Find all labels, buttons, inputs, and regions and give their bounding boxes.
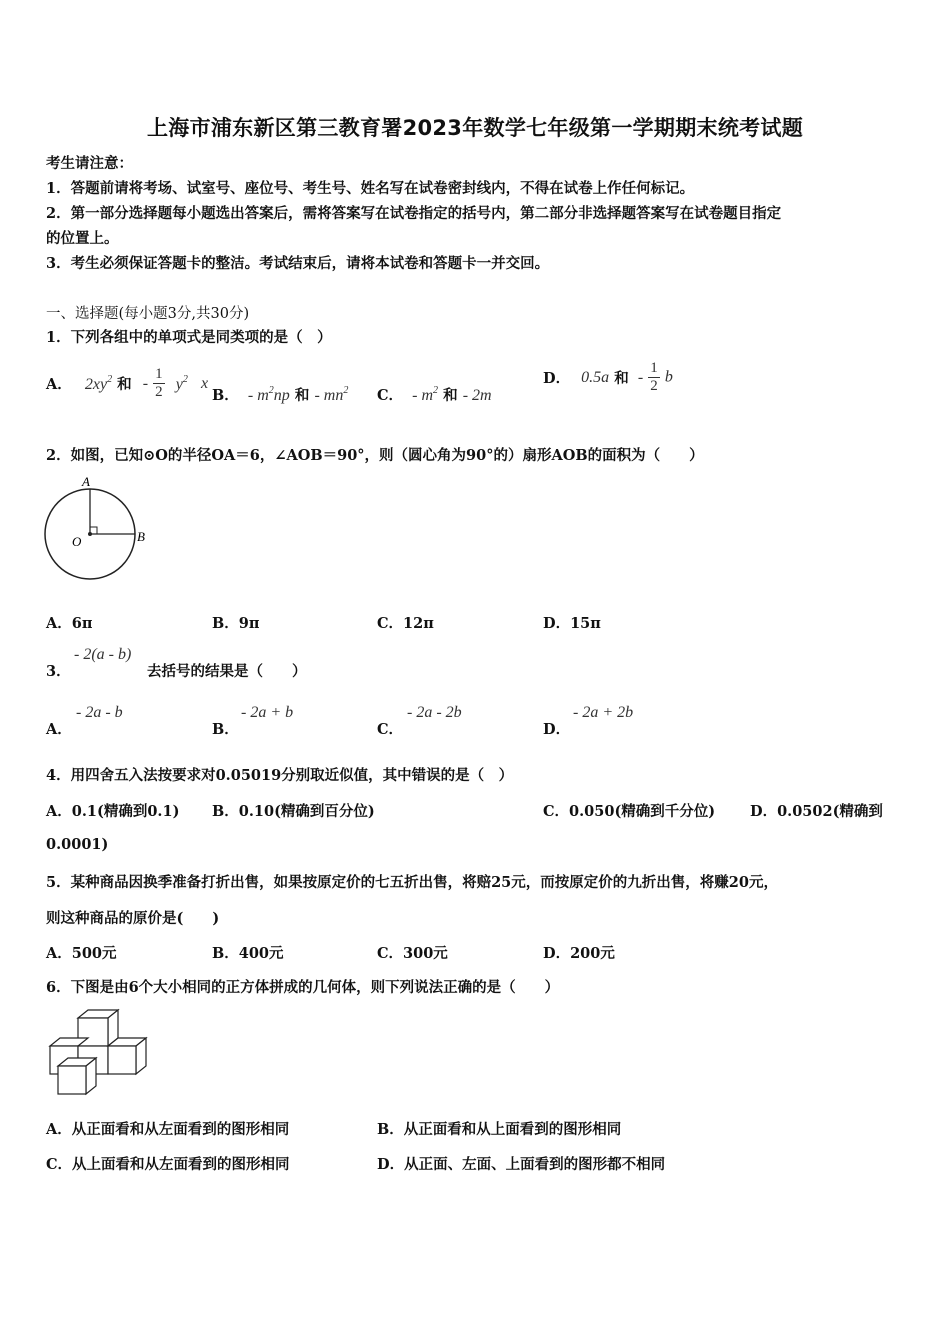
- q5-option-d: D．200元: [543, 945, 615, 962]
- q4-stem: 4．用四舍五入法按要求对0.05019分别取近似值，其中错误的是（ ）: [46, 767, 514, 784]
- notice-item-2-cont: 的位置上。: [46, 230, 119, 247]
- cube-front-face: [58, 1066, 86, 1094]
- q4-option-b: B．0.10(精确到百分位): [212, 803, 375, 820]
- q1-option-c: C． - $m^2$ 和 - 2m: [377, 385, 492, 404]
- label-b: B: [137, 529, 145, 544]
- q1-option-b: B． - $m^2np$ 和 - $mn^2$: [212, 385, 349, 404]
- center-point: [88, 532, 92, 536]
- q6-option-a: A．从正面看和从左面看到的图形相同: [46, 1121, 290, 1138]
- q3-option-b-label: B．: [212, 721, 239, 738]
- q2-option-c: C．12π: [377, 615, 434, 632]
- q3-number: 3．: [46, 663, 71, 680]
- q3-expression: - 2(a - b): [74, 646, 132, 663]
- q6-option-d: D．从正面、左面、上面看到的图形都不相同: [377, 1156, 666, 1173]
- page-title: 上海市浦东新区第三教育署2023年数学七年级第一学期期末统考试题: [146, 116, 804, 140]
- q6-cubes-figure: [44, 1006, 154, 1102]
- q4-option-a: A．0.1(精确到0.1): [46, 803, 180, 820]
- label-o: O: [72, 534, 82, 549]
- q5-option-c: C．300元: [377, 945, 448, 962]
- q2-stem: 2．如图，已知⊙O的半径OA＝6，∠AOB＝90°，则（圆心角为90°的）扇形AOB的面积为（ ）: [46, 447, 704, 464]
- q2-option-d: D．15π: [543, 615, 601, 632]
- q4-option-c: C．0.050(精确到千分位): [543, 803, 716, 820]
- q1-option-a: A． $2xy^2$ 和 - $\frac{1}{2}$ $y^2$ x: [46, 366, 209, 400]
- cube-front-face: [108, 1046, 136, 1074]
- q5-option-b: B．400元: [212, 945, 284, 962]
- q3-option-c-expr: - 2a - 2b: [407, 704, 462, 721]
- q5-stem-line2: 则这种商品的原价是( ): [46, 910, 220, 927]
- notice-heading: 考生请注意：: [46, 155, 133, 172]
- q6-option-c: C．从上面看和从左面看到的图形相同: [46, 1156, 290, 1173]
- q3-stem: 去括号的结果是（ ）: [147, 663, 307, 680]
- q5-option-a: A．500元: [46, 945, 117, 962]
- q6-option-b: B．从正面看和从上面看到的图形相同: [377, 1121, 622, 1138]
- q2-option-b: B．9π: [212, 615, 260, 632]
- q5-stem-line1: 5．某种商品因换季准备打折出售，如果按原定价的七五折出售，将赔25元，而按原定价的九折出售，将赚20元，: [46, 874, 778, 891]
- q3-option-a-label: A．: [46, 721, 72, 738]
- q2-option-a: A．6π: [46, 615, 93, 632]
- notice-item-2: 2．第一部分选择题每小题选出答案后，需将答案写在试卷指定的括号内，第二部分非选择题答案写在试卷题目指定: [46, 205, 782, 222]
- label-a: A: [82, 474, 90, 489]
- q1-stem: 1．下列各组中的单项式是同类项的是（ ）: [46, 329, 332, 346]
- q3-option-d-label: D．: [543, 721, 571, 738]
- q4-option-d-cont: 0.0001): [46, 836, 109, 853]
- section-heading: 一、选择题(每小题3分,共30分): [46, 306, 250, 322]
- notice-item-1: 1．答题前请将考场、试室号、座位号、考生号、姓名写在试卷密封线内，不得在试卷上作任何标记。: [46, 180, 695, 197]
- q1-option-d: D． 0.5a 和 - $\frac{1}{2}$ b: [543, 360, 673, 394]
- q3-option-c-label: C．: [377, 721, 404, 738]
- q6-stem: 6．下图是由6个大小相同的正方体拼成的几何体，则下列说法正确的是（ ）: [46, 979, 560, 996]
- q4-option-d: D．0.0502(精确到: [750, 803, 883, 820]
- q2-circle-figure: [40, 472, 160, 584]
- q3-option-b-expr: - 2a + b: [241, 704, 294, 721]
- notice-item-3: 3．考生必须保证答题卡的整洁。考试结束后，请将本试卷和答题卡一并交回。: [46, 255, 550, 272]
- q3-option-a-expr: - 2a - b: [76, 704, 123, 721]
- q3-option-d-expr: - 2a + 2b: [573, 704, 634, 721]
